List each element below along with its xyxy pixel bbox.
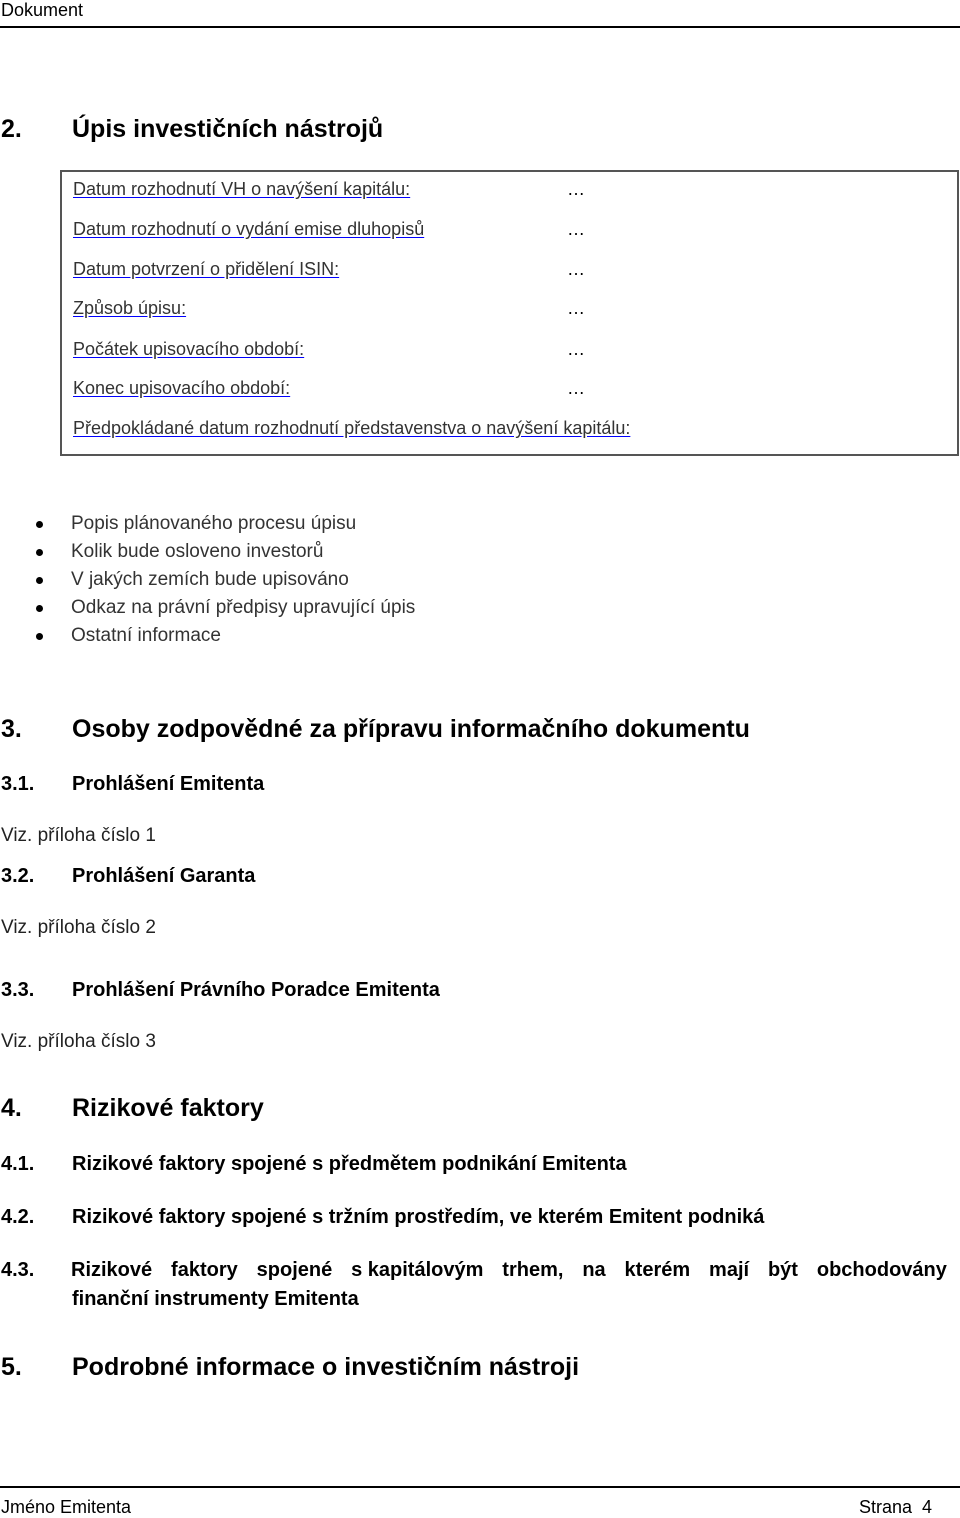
section-4-3-title-line-2: finanční instrumenty Emitenta bbox=[72, 1288, 359, 1310]
box-row-subscription-method bbox=[73, 297, 585, 319]
document-header bbox=[0, 0, 960, 28]
box-row-label: Datum potvrzení o přidělení ISIN: bbox=[73, 259, 340, 279]
box-row-label: Konec upisovacího období: bbox=[73, 378, 291, 398]
section-3-3-number: 3.3. bbox=[1, 979, 35, 1001]
list-item: Ostatní informace bbox=[71, 625, 221, 646]
section-3-heading bbox=[1, 715, 901, 745]
box-row-vh-decision bbox=[73, 178, 585, 200]
list-item: Kolik bude osloveno investorů bbox=[71, 541, 324, 562]
title-word: spojené bbox=[256, 1259, 333, 1281]
box-row-value: … bbox=[567, 378, 585, 398]
section-4-number: 4. bbox=[1, 1094, 22, 1122]
box-row-label: Datum rozhodnutí o vydání emise dluhopisů bbox=[73, 219, 425, 239]
section-4-1-heading bbox=[1, 1152, 941, 1178]
section-3-1-text: Viz. příloha číslo 1 bbox=[1, 825, 156, 846]
list-item: Popis plánovaného procesu úpisu bbox=[71, 513, 357, 534]
box-row-label: Počátek upisovacího období: bbox=[73, 339, 305, 359]
box-row-label: Způsob úpisu: bbox=[73, 298, 187, 318]
title-word: na bbox=[582, 1259, 606, 1281]
section-4-3-title-line-1 bbox=[71, 1258, 947, 1282]
footer-page-label: Strana bbox=[858, 1497, 912, 1517]
section-3-3-heading bbox=[1, 978, 901, 1004]
subscription-info-box bbox=[60, 170, 959, 456]
section-3-2-text: Viz. příloha číslo 2 bbox=[1, 917, 156, 938]
document-title: Dokument bbox=[1, 0, 84, 20]
section-5-title: Podrobné informace o investičním nástroji bbox=[72, 1353, 580, 1381]
bullet-dot-icon bbox=[36, 549, 43, 556]
bullet-dot-icon bbox=[36, 633, 43, 640]
section-3-1-title: Prohlášení Emitenta bbox=[72, 773, 265, 795]
section-5-number: 5. bbox=[1, 1353, 22, 1381]
section-4-3-heading bbox=[1, 1258, 71, 1284]
bullet-dot-icon bbox=[36, 605, 43, 612]
box-row-label: Datum rozhodnutí VH o navýšení kapitálu: bbox=[73, 179, 411, 199]
list-item: Odkaz na právní předpisy upravující úpis bbox=[71, 597, 416, 618]
section-3-number: 3. bbox=[1, 715, 22, 743]
section-3-2-heading bbox=[1, 864, 901, 890]
section-4-heading bbox=[1, 1094, 901, 1124]
box-row-board-decision bbox=[73, 417, 630, 439]
bullet-dot-icon bbox=[36, 577, 43, 584]
section-4-2-title: Rizikové faktory spojené s tržním prostředím, ve kterém Emitent podniká bbox=[72, 1206, 765, 1228]
box-row-period-end bbox=[73, 377, 585, 399]
section-4-1-number: 4.1. bbox=[1, 1153, 35, 1175]
box-row-isin bbox=[73, 258, 585, 280]
section-4-1-title: Rizikové faktory spojené s předmětem podnikání Emitenta bbox=[72, 1153, 627, 1175]
footer-page-info bbox=[859, 1496, 932, 1518]
section-3-2-number: 3.2. bbox=[1, 865, 35, 887]
box-row-value: … bbox=[567, 259, 585, 279]
title-word: Rizikové bbox=[71, 1259, 153, 1281]
title-word: obchodovány bbox=[816, 1259, 947, 1281]
box-row-value: … bbox=[567, 339, 585, 359]
section-3-3-text: Viz. příloha číslo 3 bbox=[1, 1031, 156, 1052]
section-2-heading bbox=[1, 115, 901, 145]
section-5-heading bbox=[1, 1353, 901, 1383]
title-word: být bbox=[767, 1259, 798, 1281]
list-item: V jakých zemích bude upisováno bbox=[71, 569, 349, 590]
box-row-label: Předpokládané datum rozhodnutí představenstva o navýšení kapitálu: bbox=[73, 418, 631, 438]
title-word: faktory bbox=[171, 1259, 238, 1281]
section-2-title: Úpis investičních nástrojů bbox=[72, 115, 384, 143]
box-row-value: … bbox=[567, 219, 585, 239]
section-4-2-number: 4.2. bbox=[1, 1206, 35, 1228]
footer-page-number: 4 bbox=[921, 1497, 932, 1517]
footer-issuer-name: Jméno Emitenta bbox=[1, 1497, 132, 1517]
box-row-bond-issue-decision bbox=[73, 218, 585, 240]
section-4-2-heading bbox=[1, 1205, 941, 1231]
section-3-3-title: Prohlášení Právního Poradce Emitenta bbox=[72, 979, 440, 1001]
title-word: kterém bbox=[624, 1259, 691, 1281]
box-row-value: … bbox=[567, 179, 585, 199]
section-3-title: Osoby zodpovědné za přípravu informačního dokumentu bbox=[72, 715, 750, 743]
title-word: trhem, bbox=[502, 1259, 564, 1281]
title-word: mají bbox=[709, 1259, 750, 1281]
section-3-1-number: 3.1. bbox=[1, 773, 35, 795]
section-3-2-title: Prohlášení Garanta bbox=[72, 865, 256, 887]
footer-divider bbox=[0, 1486, 960, 1488]
section-4-3-number: 4.3. bbox=[1, 1259, 35, 1281]
box-row-value: … bbox=[567, 298, 585, 318]
section-4-title: Rizikové faktory bbox=[72, 1094, 264, 1122]
section-3-1-heading bbox=[1, 772, 901, 798]
bullet-dot-icon bbox=[36, 521, 43, 528]
box-row-period-start bbox=[73, 338, 585, 360]
section-2-number: 2. bbox=[1, 115, 22, 143]
title-word: s kapitálovým bbox=[351, 1259, 484, 1281]
